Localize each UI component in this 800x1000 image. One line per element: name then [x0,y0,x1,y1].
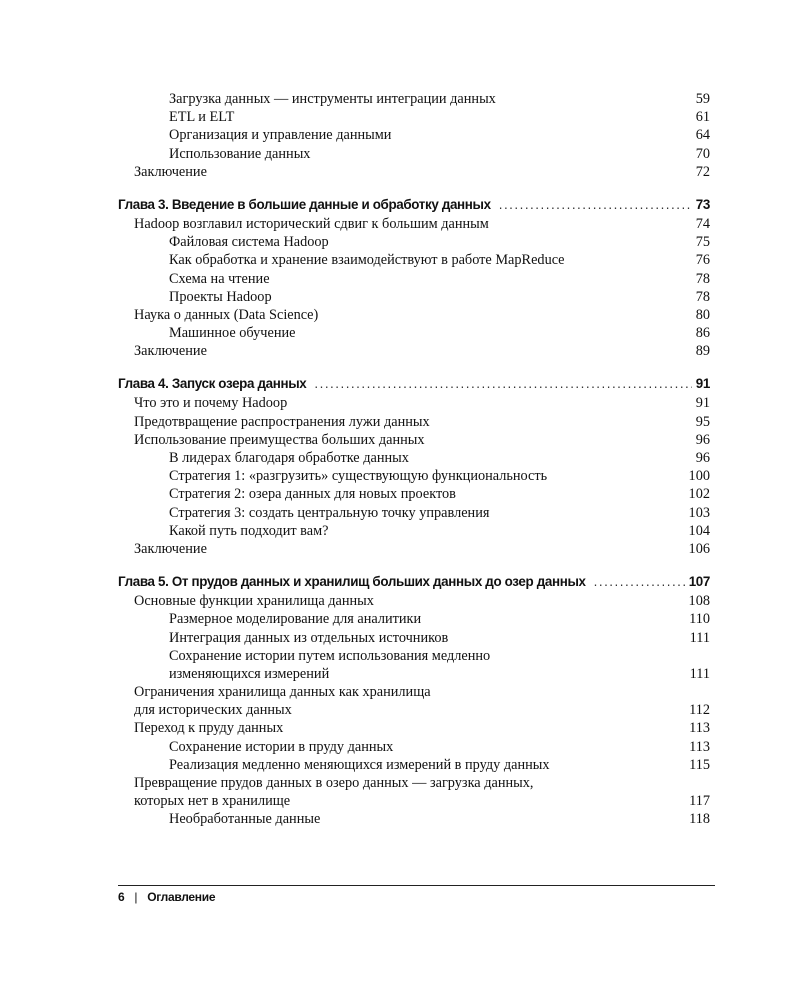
toc-entry-page: 102 [688,486,710,503]
toc-entry-page: 112 [689,702,710,719]
toc-entry-page: 118 [689,811,710,828]
toc-entry[interactable] [118,449,710,467]
toc-entry-page: 86 [695,325,710,342]
toc-entry-page: 96 [695,450,710,466]
dot-leader [499,195,692,215]
toc-entry-page: 95 [695,413,710,430]
chapter-page: 91 [695,376,710,392]
toc-entry-title: Переход к пруду данных [134,720,284,737]
toc-entry[interactable] [118,738,710,756]
toc-entry-title: Основные функции хранилища данных [134,593,374,610]
toc-entry-title: Стратегия 2: озера данных для новых проектов [169,486,456,503]
toc-entry-page: 76 [695,252,710,269]
toc-entry-title: Стратегия 1: «разгрузить» существующую функциональность [169,468,548,485]
toc-entry-page: 72 [695,163,710,180]
toc-entry-title: Как обработка и хранение взаимодействуют в работе MapReduce [169,252,565,269]
toc-entry-title: Размерное моделирование для аналитики [169,611,422,628]
toc-entry[interactable] [118,342,710,360]
toc-entry[interactable] [118,701,710,719]
toc-entry[interactable] [118,756,710,774]
chapter-page: 73 [695,196,710,212]
toc-entry[interactable] [118,394,710,412]
toc-entry-title: Машинное обучение [169,325,296,342]
toc-entry-page: 104 [688,522,710,539]
toc-entry[interactable] [118,540,710,558]
toc-entry-title: Стратегия 3: создать центральную точку управления [169,504,490,521]
footer-divider [118,885,715,886]
toc-entry-page: 100 [688,468,710,485]
toc-entry-page: 64 [695,127,710,144]
toc-entry-title: Необработанные данные [169,811,321,828]
toc-entry-title: Какой путь подходит вам? [169,522,329,539]
footer-section-title: Оглавление [147,890,216,904]
toc-entry[interactable] [118,467,710,485]
toc-entry-title: Заключение [134,540,207,557]
toc-entry-page: 78 [695,270,710,287]
toc-entry-title: Организация и управление данными [169,127,392,144]
chapter-heading-4[interactable] [118,374,710,394]
toc-entry-page: 115 [689,756,710,773]
toc-entry-title: Заключение [134,163,207,180]
toc-entry-page: 117 [689,793,710,810]
toc-entry[interactable] [118,485,710,503]
toc-entry-page: 80 [695,306,710,323]
toc-entry-page: 75 [695,234,710,251]
toc-entry-title: Что это и почему Hadoop [134,395,288,412]
toc-entry-title: ETL и ELT [169,109,235,126]
toc-entry-title: Реализация медленно меняющихся измерений в пруду данных [169,756,550,773]
footer-separator: | [134,890,138,904]
toc-entry-title: Использование данных [169,145,311,162]
toc-entry-title: В лидерах благодаря обработке данных [169,450,409,466]
chapter-page: 107 [688,574,710,590]
toc-entry-page: 91 [695,395,710,412]
toc-entry-page: 106 [688,540,710,557]
chapter-title: Глава 3. Введение в большие данные и обработку данных [118,196,491,212]
toc-entry[interactable] [118,108,710,126]
page-footer [118,890,215,904]
toc-entry-title: изменяющихся измерений [169,665,330,682]
toc-entry-page: 89 [695,343,710,360]
toc-entry-title: Интеграция данных из отдельных источников [169,629,449,646]
chapter-heading-3[interactable] [118,195,710,215]
toc-entry-title: Наука о данных (Data Science) [134,306,319,323]
toc-entry[interactable] [118,792,710,810]
toc-entry[interactable] [118,233,710,251]
toc-entry[interactable] [118,431,710,449]
chapter-title: Глава 5. От прудов данных и хранилищ больших данных до озер данных [118,574,586,590]
toc-entry-title: Схема на чтение [169,270,270,287]
toc-entry[interactable] [118,629,710,647]
toc-entry-title: Сохранение истории в пруду данных [169,738,394,755]
chapter-heading-5[interactable] [118,572,710,592]
toc-entry[interactable] [118,251,710,269]
toc-entry-title: Сохранение истории путем использования медленно [169,647,491,664]
toc-entry-title: Предотвращение распространения лужи данных [134,413,430,430]
toc-entry[interactable] [118,306,710,324]
toc-entry-page: 96 [695,431,710,448]
chapter-title: Глава 4. Запуск озера данных [118,376,307,392]
toc-entry-title: которых нет в хранилище [134,793,291,810]
toc-entry-title: Заключение [134,343,207,360]
toc-entry-page: 103 [688,504,710,521]
toc-entry-title: Hadoop возглавил исторический сдвиг к большим данным [134,215,489,232]
dot-leader [594,572,685,592]
toc-entry[interactable] [118,683,710,701]
toc-entry-title: Использование преимущества больших данных [134,431,425,448]
toc-entry[interactable] [118,504,710,522]
toc-entry-page: 59 [695,91,710,107]
toc-entry[interactable] [118,90,710,108]
toc-entry[interactable] [118,610,710,628]
toc-entry-page: 111 [689,629,710,646]
toc-entry-title: Превращение прудов данных в озеро данных — загрузка данных, [134,775,534,791]
toc-entry-title: Ограничения хранилища данных как хранилища [134,684,431,701]
toc-entry-title: Файловая система Hadoop [169,234,329,251]
toc-entry[interactable] [118,324,710,342]
toc-entry[interactable] [118,413,710,431]
toc-entry-title: Загрузка данных — инструменты интеграции данных [169,91,496,107]
toc-entry[interactable] [118,145,710,163]
toc-entry[interactable] [118,522,710,540]
toc-entry-page: 110 [689,611,710,628]
toc-entry[interactable] [118,774,710,792]
toc-entry[interactable] [118,647,710,665]
toc-entry-page: 113 [689,738,710,755]
toc-entry-title: Проекты Hadoop [169,288,272,305]
toc-entry[interactable] [118,126,710,144]
toc-entry[interactable] [118,719,710,737]
toc-entry-page: 61 [695,109,710,126]
toc-entry-page: 70 [695,145,710,162]
table-of-contents [118,90,710,829]
toc-entry-title: для исторических данных [134,702,292,719]
toc-entry[interactable] [118,592,710,610]
dot-leader [314,374,691,394]
toc-entry[interactable] [118,270,710,288]
toc-entry-page: 108 [688,593,710,610]
toc-entry[interactable] [118,163,710,181]
toc-entry-page: 113 [689,720,710,737]
toc-entry-page: 74 [695,215,710,232]
toc-entry[interactable] [118,288,710,306]
toc-entry[interactable] [118,665,710,683]
toc-entry[interactable] [118,215,710,233]
toc-entry[interactable] [118,810,710,828]
toc-entry-page: 78 [695,288,710,305]
footer-page-number: 6 [118,890,125,904]
toc-entry-page: 111 [689,665,710,682]
